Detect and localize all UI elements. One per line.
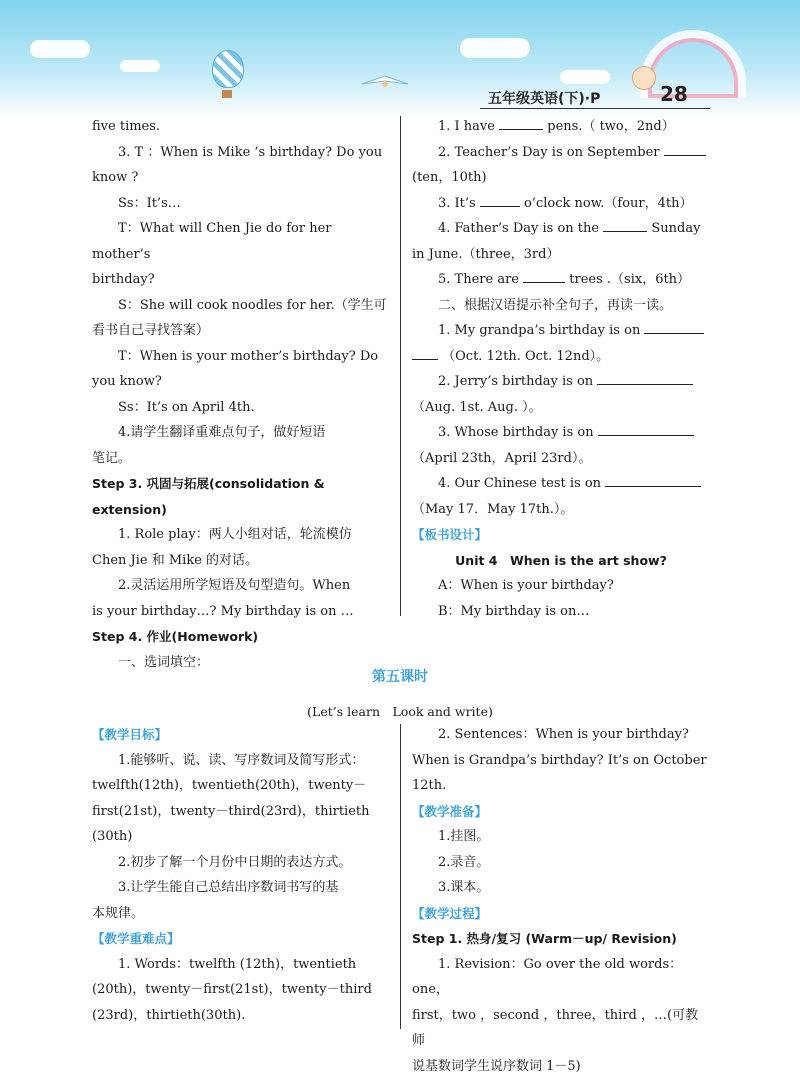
exercise-line: [412, 471, 710, 497]
text-line: first(21st)，twenty－third(23rd)，thirtieth: [92, 799, 390, 825]
cloud-decoration: [120, 60, 160, 72]
text-line: 1. Role play：两人小组对话，轮流模仿: [92, 522, 390, 548]
page-number: 28: [660, 82, 688, 106]
text-line: 2.初步了解一个月份中日期的表达方式。: [92, 850, 390, 876]
exercise-text: 2. Jerry’s birthday is on: [438, 374, 593, 389]
answer-blank: [598, 423, 694, 436]
answer-blank: [412, 347, 438, 360]
exercise-text: 1. I have: [438, 119, 495, 134]
text-line: 1. Revision：Go over the old words：one，: [412, 952, 710, 1003]
text-line: five times.: [92, 114, 390, 140]
exercise-text: 2. Teacher’s Day is on September: [438, 145, 659, 160]
exercise-text: trees .（six，6th）: [569, 272, 690, 287]
text-line: 说基数词学生说序数词 1－5): [412, 1054, 710, 1079]
exercise-text: 4. Our Chinese test is on: [438, 476, 601, 491]
exercise-line: [412, 191, 710, 217]
answer-blank: [644, 321, 704, 334]
step-heading: Step 3. 巩固与拓展(consolidation & extension): [92, 471, 390, 522]
text-line: 1.能够听、说、读、写序数词及简写形式：: [92, 748, 390, 774]
top-left-column: [92, 114, 390, 675]
exercise-text: 1. My grandpa’s birthday is on: [438, 323, 640, 338]
text-line: S：She will cook noodles for her.（学生可: [92, 293, 390, 319]
text-line: (23rd)，thirtieth(30th).: [92, 1003, 390, 1029]
text-line: 本规律。: [92, 901, 390, 927]
preparation-tag: 【教学准备】: [412, 799, 710, 825]
answer-blank: [523, 270, 565, 283]
cloud-decoration: [460, 38, 530, 58]
teaching-goals-tag: 【教学目标】: [92, 722, 390, 748]
answer-blank: [605, 474, 701, 487]
text-line: T：What will Chen Jie do for her mother’s: [92, 216, 390, 267]
exercise-line: [412, 420, 710, 446]
hot-air-balloon-icon: [212, 50, 244, 88]
exercise-line: in June.（three，3rd）: [412, 242, 710, 268]
text-line: When is Grandpa’s birthday? It’s on October: [412, 748, 710, 774]
answer-blank: [499, 117, 543, 130]
lesson-title: 第五课时: [0, 666, 800, 686]
answer-blank: [597, 372, 693, 385]
board-title: Unit 4 When is the art show?: [412, 548, 710, 574]
text-line: is your birthday…? My birthday is on …: [92, 599, 390, 625]
column-divider: [400, 116, 401, 616]
text-line: Chen Jie 和 Mike 的对话。: [92, 548, 390, 574]
cloud-decoration: [30, 40, 90, 58]
text-line: T：When is your mother’s birthday? Do: [92, 344, 390, 370]
exercise-text: 4. Father’s Day is on the: [438, 221, 599, 236]
exercise-line: （Aug. 1st. Aug. ）。: [412, 395, 710, 421]
exercise-text: 3. Whose birthday is on: [438, 425, 594, 440]
text-line: 笔记。: [92, 446, 390, 472]
exercise-line: [412, 114, 710, 140]
text-line: 1. Words：twelfth (12th)，twentieth: [92, 952, 390, 978]
exercise-line: （April 23th，April 23rd）。: [412, 446, 710, 472]
exercise-line: （May 17．May 17th.）。: [412, 497, 710, 523]
text-line: (20th)，twenty－first(21st)，twenty－third: [92, 977, 390, 1003]
text-line: Ss：It’s…: [92, 191, 390, 217]
header-rule: [480, 108, 710, 109]
board-line: B：My birthday is on…: [412, 599, 710, 625]
exercise-line: [412, 267, 710, 293]
child-with-telescope-icon: [632, 66, 656, 90]
part-heading: 二、根据汉语提示补全句子，再读一读。: [412, 293, 710, 319]
board-line: A：When is your birthday?: [412, 573, 710, 599]
step-heading: Step 1. 热身/复习 (Warm－up/ Revision): [412, 926, 710, 952]
text-line: 2.灵活运用所学短语及句型造句。When: [92, 573, 390, 599]
text-line: first，two ，second ，three，third ，…(可教师: [412, 1003, 710, 1054]
text-line: 一、选词填空：: [92, 650, 390, 676]
glider-icon: [360, 72, 410, 92]
text-line: 12th.: [412, 773, 710, 799]
answer-blank: [480, 194, 520, 207]
text-line: know ?: [92, 165, 390, 191]
bottom-right-column: [412, 722, 710, 1079]
text-line: 看书自己寻找答案）: [92, 318, 390, 344]
exercise-line: (ten，10th): [412, 165, 710, 191]
text-line: twelfth(12th)，twentieth(20th)，twenty－: [92, 773, 390, 799]
exercise-line: [412, 140, 710, 166]
exercise-text: 3. It’s: [438, 196, 476, 211]
balloon-basket-icon: [222, 90, 232, 98]
exercise-line: [412, 344, 710, 370]
column-divider: [400, 724, 401, 1029]
text-line: Ss：It’s on April 4th.: [92, 395, 390, 421]
top-right-column: [412, 114, 710, 624]
exercise-line: [412, 216, 710, 242]
exercise-text: Sunday: [651, 221, 700, 236]
exercise-line: [412, 369, 710, 395]
text-line: 4.请学生翻译重难点句子，做好短语: [92, 420, 390, 446]
exercise-text: 5. There are: [438, 272, 519, 287]
text-line: 3.让学生能自己总结出序数词书写的基: [92, 875, 390, 901]
answer-blank: [664, 143, 706, 156]
text-line: 2. Sentences：When is your birthday?: [412, 722, 710, 748]
text-line: 3. T ：When is Mike ’s birthday? Do you: [92, 140, 390, 166]
text-line: birthday?: [92, 267, 390, 293]
exercise-text: （Oct. 12th. Oct. 12nd）。: [442, 349, 609, 364]
text-line: (30th): [92, 824, 390, 850]
exercise-text: pens.（ two，2nd）: [547, 119, 674, 134]
process-tag: 【教学过程】: [412, 901, 710, 927]
exercise-text: o’clock now.（four，4th）: [524, 196, 693, 211]
cloud-decoration: [560, 70, 610, 84]
step-heading: Step 4. 作业(Homework): [92, 624, 390, 650]
bottom-left-column: [92, 722, 390, 1028]
book-title: 五年级英语(下)·P: [488, 88, 600, 108]
text-line: you know?: [92, 369, 390, 395]
key-points-tag: 【教学重难点】: [92, 926, 390, 952]
text-line: 1.挂图。: [412, 824, 710, 850]
exercise-line: [412, 318, 710, 344]
board-design-tag: 【板书设计】: [412, 522, 710, 548]
text-line: 2.录音。: [412, 850, 710, 876]
lesson-subtitle: (Let’s learn Look and write): [0, 702, 800, 720]
text-line: 3.课本。: [412, 875, 710, 901]
answer-blank: [603, 219, 647, 232]
